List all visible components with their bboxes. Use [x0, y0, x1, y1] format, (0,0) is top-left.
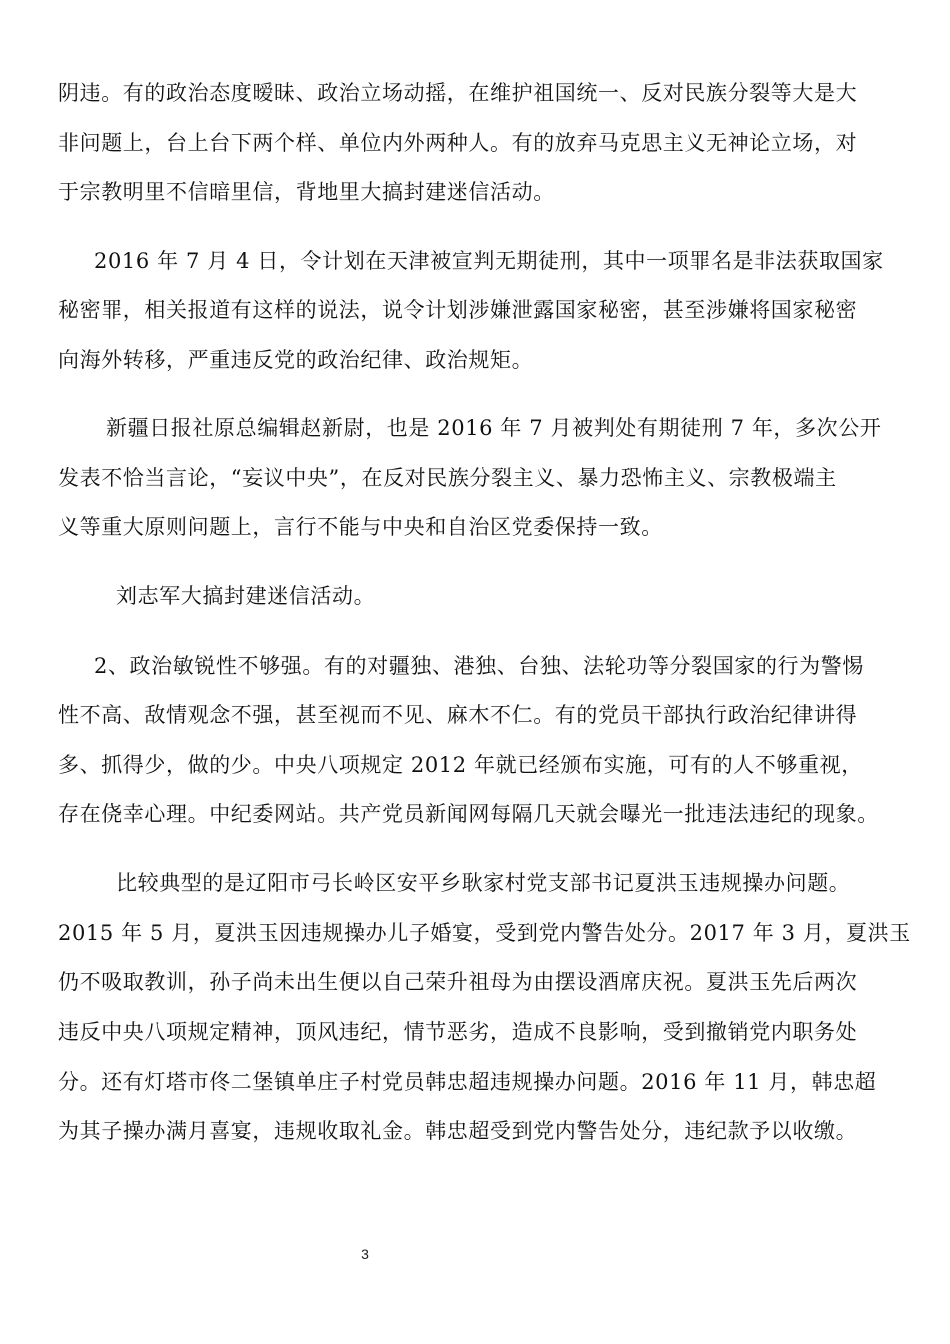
paragraph-1-line-1: 阴违。有的政治态度暧昧、政治立场动摇，在维护祖国统一、反对民族分裂等大是大 [58, 81, 858, 105]
paragraph-6-line-5: 分。还有灯塔市佟二堡镇单庄子村党员韩忠超违规操办问题。2016 年 11 月，韩忠超 [58, 1070, 877, 1094]
paragraph-5-line-1: 2、政治敏锐性不够强。有的对疆独、港独、台独、法轮功等分裂国家的行为警惕 [94, 654, 864, 678]
paragraph-3-line-2: 发表不恰当言论，“妄议中央”，在反对民族分裂主义、暴力恐怖主义、宗教极端主 [58, 466, 837, 490]
paragraph-6-line-1: 比较典型的是辽阳市弓长岭区安平乡耿家村党支部书记夏洪玉违规操办问题。 [116, 871, 851, 895]
paragraph-2-line-2: 秘密罪，相关报道有这样的说法，说令计划涉嫌泄露国家秘密，甚至涉嫌将国家秘密 [58, 298, 858, 322]
page-number: 3 [361, 1246, 369, 1262]
paragraph-3-line-1: 新疆日报社原总编辑赵新尉，也是 2016 年 7 月被判处有期徒刑 7 年，多次公开 [106, 416, 882, 440]
paragraph-5-line-4: 存在侥幸心理。中纪委网站。共产党员新闻网每隔几天就会曝光一批违法违纪的现象。 [58, 802, 879, 826]
paragraph-6-line-2: 2015 年 5 月，夏洪玉因违规操办儿子婚宴，受到党内警告处分。2017 年 3 月，夏洪玉 [58, 921, 911, 945]
paragraph-2-line-1: 2016 年 7 月 4 日，令计划在天津被宣判无期徒刑，其中一项罪名是非法获取国家 [94, 249, 884, 273]
paragraph-1-line-2: 非问题上，台上台下两个样、单位内外两种人。有的放弃马克思主义无神论立场，对 [58, 131, 858, 155]
paragraph-5-line-3: 多、抓得少，做的少。中央八项规定 2012 年就已经颁布实施，可有的人不够重视， [58, 753, 863, 777]
paragraph-6-line-4: 违反中央八项规定精神，顶风违纪，情节恶劣，造成不良影响，受到撤销党内职务处 [58, 1020, 858, 1044]
paragraph-1-line-3: 于宗教明里不信暗里信，背地里大搞封建迷信活动。 [58, 180, 555, 204]
paragraph-6-line-3: 仍不吸取教训，孙子尚未出生便以自己荣升祖母为由摆设酒席庆祝。夏洪玉先后两次 [58, 970, 858, 994]
paragraph-4-line-1: 刘志军大搞封建迷信活动。 [116, 584, 376, 608]
paragraph-3-line-3: 义等重大原则问题上，言行不能与中央和自治区党委保持一致。 [58, 515, 663, 539]
paragraph-6-line-6: 为其子操办满月喜宴，违规收取礼金。韩忠超受到党内警告处分，违纪款予以收缴。 [58, 1119, 858, 1143]
paragraph-2-line-3: 向海外转移，严重违反党的政治纪律、政治规矩。 [58, 348, 534, 372]
paragraph-5-line-2: 性不高、敌情观念不强，甚至视而不见、麻木不仁。有的党员干部执行政治纪律讲得 [58, 703, 858, 727]
